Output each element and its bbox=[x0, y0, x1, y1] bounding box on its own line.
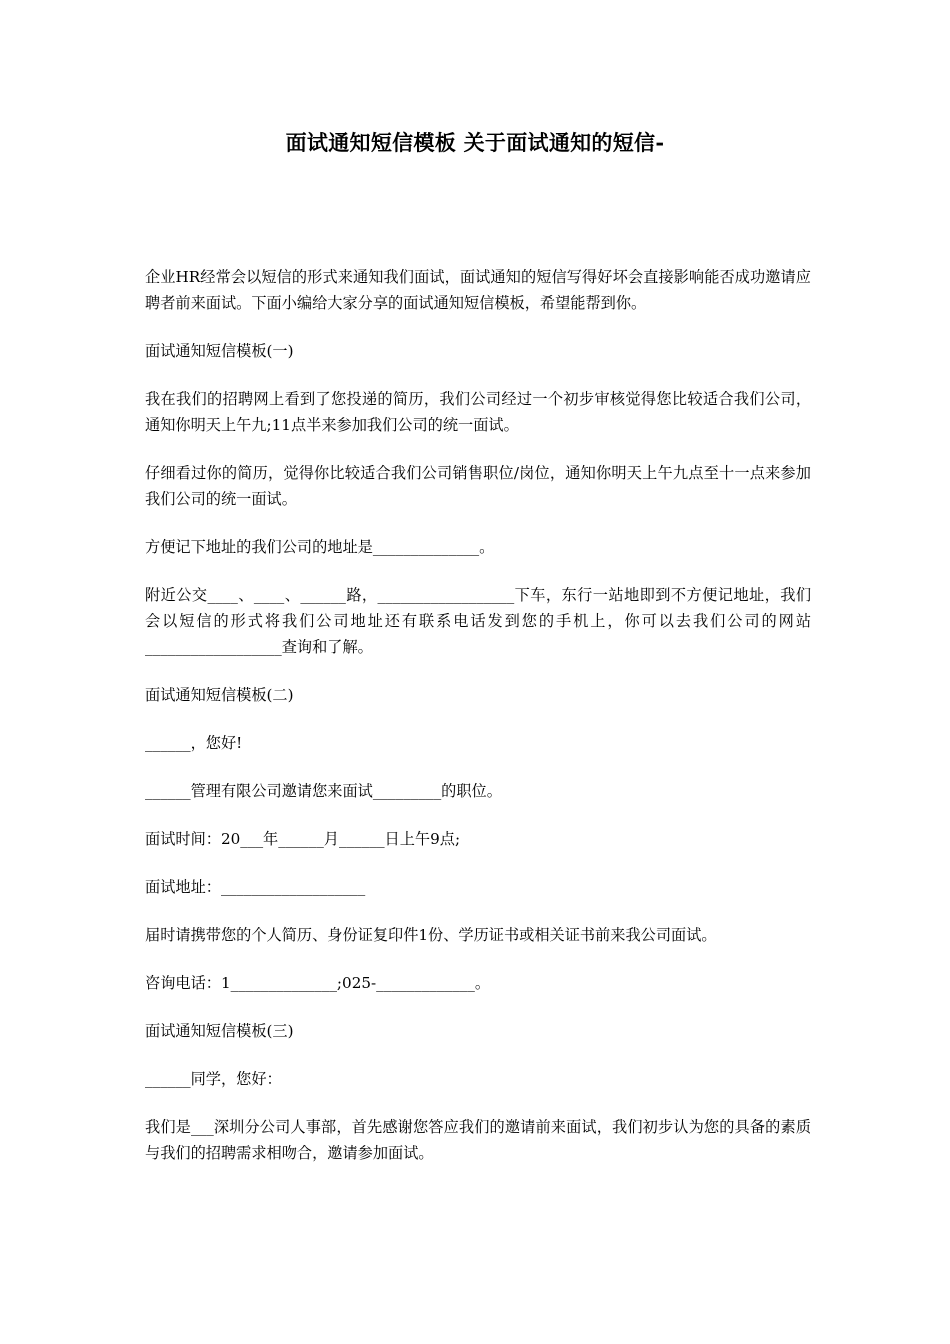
section-heading-1: 面试通知短信模板(一) bbox=[145, 342, 294, 360]
paragraph: 咨询电话：1______________;025-_____________。 bbox=[145, 974, 491, 992]
section-heading-2: 面试通知短信模板(二) bbox=[145, 686, 294, 704]
paragraph: 仔细看过你的简历，觉得你比较适合我们公司销售职位/岗位，通知你明天上午九点至十一点来参加我们公司的统一面试。 bbox=[145, 464, 811, 508]
paragraph: ______同学，您好： bbox=[145, 1070, 282, 1088]
document-title: 面试通知短信模板 关于面试通知的短信- bbox=[285, 130, 665, 155]
intro-paragraph: 企业HR经常会以短信的形式来通知我们面试，面试通知的短信写得好坏会直接影响能否成功邀请应聘者前来面试。下面小编给大家分享的面试通知短信模板，希望能帮到你。 bbox=[145, 268, 811, 312]
paragraph: 附近公交____、____、______路，__________________下车，东行一站地即到不方便记地址，我们会以短信的形式将我们公司地址还有联系电话发到您的手机上，你可以去我们公司的网站__________________查询和了解。 bbox=[145, 586, 811, 656]
paragraph: 届时请携带您的个人简历、身份证复印件1份、学历证书或相关证书前来我公司面试。 bbox=[145, 926, 717, 944]
paragraph: 我们是___深圳分公司人事部，首先感谢您答应我们的邀请前来面试，我们初步认为您的具备的素质与我们的招聘需求相吻合，邀请参加面试。 bbox=[145, 1118, 811, 1162]
paragraph: 面试地址：___________________ bbox=[145, 878, 366, 896]
paragraph: 我在我们的招聘网上看到了您投递的简历，我们公司经过一个初步审核觉得您比较适合我们公司，通知你明天上午九;11点半来参加我们公司的统一面试。 bbox=[145, 390, 811, 434]
paragraph: 方便记下地址的我们公司的地址是______________。 bbox=[145, 538, 495, 556]
document-body bbox=[145, 264, 811, 1188]
paragraph: ______管理有限公司邀请您来面试_________的职位。 bbox=[145, 782, 502, 800]
paragraph: 面试时间：20___年______月______日上午9点; bbox=[145, 830, 461, 848]
paragraph: ______，您好! bbox=[145, 734, 243, 752]
section-heading-3: 面试通知短信模板(三) bbox=[145, 1022, 294, 1040]
